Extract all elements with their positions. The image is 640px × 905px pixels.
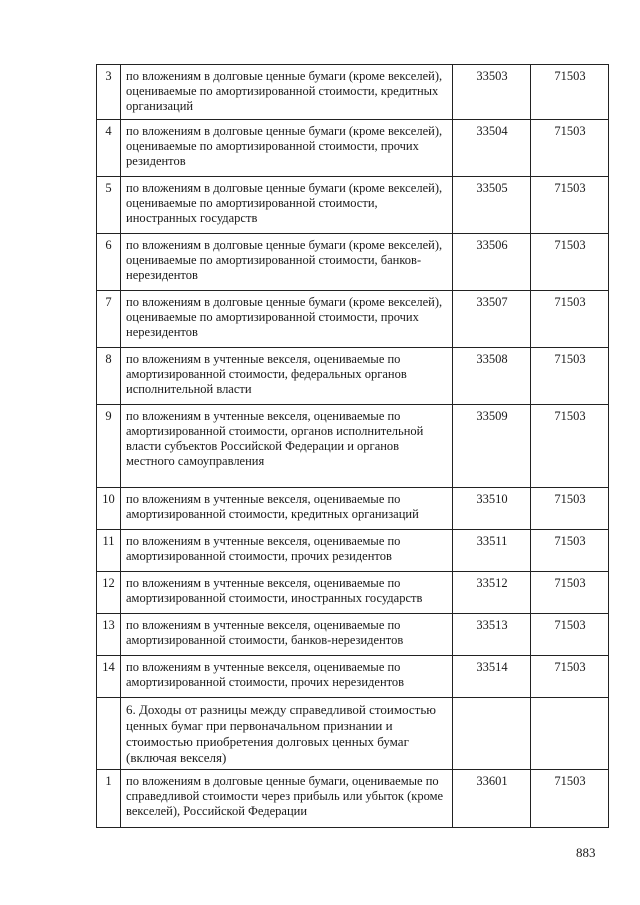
symbol-code-cell: 71503 [531, 291, 609, 348]
section-heading-row [97, 698, 609, 770]
table-row [97, 614, 609, 656]
symbol-code-cell: 71503 [531, 405, 609, 488]
symbol-code-cell: 71503 [531, 488, 609, 530]
account-code-cell: 33503 [453, 65, 531, 120]
description-cell: по вложениям в учтенные векселя, оцениваемые по амортизированной стоимости, кредитных организаций [121, 488, 453, 530]
account-code-cell: 33513 [453, 614, 531, 656]
description-cell: по вложениям в учтенные векселя, оцениваемые по амортизированной стоимости, прочих нерезидентов [121, 656, 453, 698]
description-cell: по вложениям в учтенные векселя, оцениваемые по амортизированной стоимости, иностранных государств [121, 572, 453, 614]
description-cell: по вложениям в учтенные векселя, оцениваемые по амортизированной стоимости, федеральных органов исполнительной власти [121, 348, 453, 405]
description-cell: по вложениям в учтенные векселя, оцениваемые по амортизированной стоимости, банков-нерезидентов [121, 614, 453, 656]
account-code-cell: 33512 [453, 572, 531, 614]
row-number-cell: 8 [97, 348, 121, 405]
table-row [97, 177, 609, 234]
table-row [97, 405, 609, 488]
row-number-cell: 3 [97, 65, 121, 120]
account-code-cell [453, 698, 531, 770]
description-cell: по вложениям в долговые ценные бумаги, оцениваемые по справедливой стоимости через прибыль или убыток (кроме векселей), Российской Федерации [121, 770, 453, 828]
table-row [97, 770, 609, 828]
row-number-cell: 4 [97, 120, 121, 177]
symbol-code-cell: 71503 [531, 572, 609, 614]
description-cell: по вложениям в долговые ценные бумаги (кроме векселей), оцениваемые по амортизированной стоимости, иностранных государств [121, 177, 453, 234]
row-number-cell: 14 [97, 656, 121, 698]
account-code-cell: 33506 [453, 234, 531, 291]
table-row [97, 120, 609, 177]
symbol-code-cell: 71503 [531, 614, 609, 656]
row-number-cell: 13 [97, 614, 121, 656]
row-number-cell: 1 [97, 770, 121, 828]
accounts-table [96, 64, 609, 828]
table-row [97, 572, 609, 614]
symbol-code-cell: 71503 [531, 65, 609, 120]
description-cell: по вложениям в долговые ценные бумаги (кроме векселей), оцениваемые по амортизированной стоимости, банков-нерезидентов [121, 234, 453, 291]
row-number-cell: 10 [97, 488, 121, 530]
account-code-cell: 33505 [453, 177, 531, 234]
row-number-cell [97, 698, 121, 770]
row-number-cell: 7 [97, 291, 121, 348]
symbol-code-cell: 71503 [531, 120, 609, 177]
account-code-cell: 33509 [453, 405, 531, 488]
table-row [97, 65, 609, 120]
account-code-cell: 33504 [453, 120, 531, 177]
row-number-cell: 6 [97, 234, 121, 291]
account-code-cell: 33508 [453, 348, 531, 405]
table-row [97, 488, 609, 530]
symbol-code-cell: 71503 [531, 234, 609, 291]
account-code-cell: 33601 [453, 770, 531, 828]
table-row [97, 348, 609, 405]
table-row [97, 656, 609, 698]
table-row [97, 234, 609, 291]
account-code-cell: 33507 [453, 291, 531, 348]
account-code-cell: 33514 [453, 656, 531, 698]
symbol-code-cell: 71503 [531, 656, 609, 698]
symbol-code-cell: 71503 [531, 348, 609, 405]
row-number-cell: 5 [97, 177, 121, 234]
symbol-code-cell: 71503 [531, 177, 609, 234]
description-cell: по вложениям в долговые ценные бумаги (кроме векселей), оцениваемые по амортизированной стоимости, прочих резидентов [121, 120, 453, 177]
row-number-cell: 9 [97, 405, 121, 488]
page-number: 883 [576, 845, 596, 860]
symbol-code-cell: 71503 [531, 530, 609, 572]
row-number-cell: 11 [97, 530, 121, 572]
symbol-code-cell: 71503 [531, 770, 609, 828]
symbol-code-cell [531, 698, 609, 770]
description-cell: по вложениям в учтенные векселя, оцениваемые по амортизированной стоимости, прочих резидентов [121, 530, 453, 572]
row-number-cell: 12 [97, 572, 121, 614]
section-heading-cell: 6. Доходы от разницы между справедливой стоимостью ценных бумаг при первоначальном признании и стоимостью приобретения долговых ценных бумаг (включая векселя) [121, 698, 453, 770]
table-row [97, 530, 609, 572]
description-cell: по вложениям в долговые ценные бумаги (кроме векселей), оцениваемые по амортизированной стоимости, кредитных организаций [121, 65, 453, 120]
description-cell: по вложениям в учтенные векселя, оцениваемые по амортизированной стоимости, органов исполнительной власти субъектов Российской Федерации и органов местного самоуправления [121, 405, 453, 488]
description-cell: по вложениям в долговые ценные бумаги (кроме векселей), оцениваемые по амортизированной стоимости, прочих нерезидентов [121, 291, 453, 348]
account-code-cell: 33511 [453, 530, 531, 572]
table-row [97, 291, 609, 348]
accounts-table-body [97, 65, 609, 828]
account-code-cell: 33510 [453, 488, 531, 530]
